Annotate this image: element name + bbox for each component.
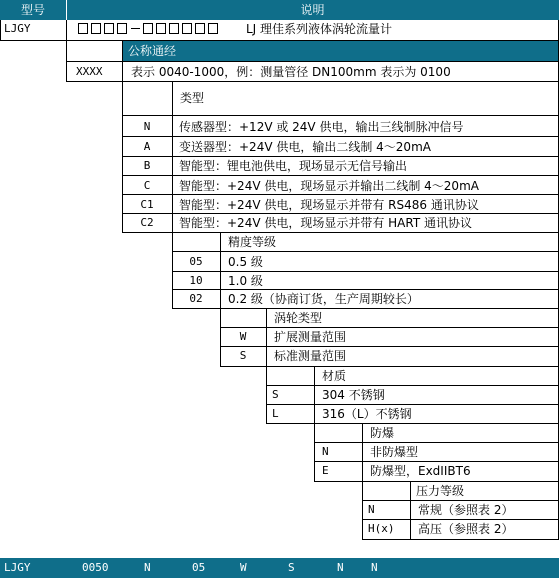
example-code: 05 xyxy=(192,561,206,574)
nominal-diameter-title-bar xyxy=(123,41,559,61)
header-description: 说明 xyxy=(300,3,325,17)
accuracy-description: 0.2 级（协商订货，生产周期较长） xyxy=(228,292,419,306)
header-model: 型号 xyxy=(20,3,45,17)
nominal-diameter-title: 公称通经 xyxy=(128,44,177,58)
accuracy-code: 10 xyxy=(189,274,203,287)
model-code: LJGY xyxy=(4,22,31,35)
material-description: 304 不锈钢 xyxy=(322,388,385,402)
accuracy-code: 05 xyxy=(189,255,203,268)
turbine-description: 标准测量范围 xyxy=(274,349,347,363)
example-code: N xyxy=(144,561,151,574)
explosion-code: N xyxy=(322,445,329,458)
turbine-description: 扩展测量范围 xyxy=(274,330,347,344)
pressure-code: N xyxy=(368,503,375,516)
type-description: 传感器型：+12V 或 24V 供电，输出三线制脉冲信号 xyxy=(179,120,464,134)
accuracy-code: 02 xyxy=(189,292,203,305)
example-code: S xyxy=(288,561,295,574)
type-title: 类型 xyxy=(180,91,205,105)
type-code: N xyxy=(143,120,151,133)
type-description: 智能型：+24V 供电，现场显示并输出二线制 4～20mA xyxy=(179,179,479,193)
type-code: C xyxy=(143,179,151,192)
nominal-diameter-code: XXXX xyxy=(76,65,103,78)
type-code: C2 xyxy=(140,216,154,229)
accuracy-title: 精度等级 xyxy=(228,235,277,249)
pressure-title: 压力等级 xyxy=(416,484,465,498)
example-code: N xyxy=(337,561,344,574)
example-code: N xyxy=(371,561,378,574)
turbine-code: W xyxy=(239,330,247,343)
explosion-code: E xyxy=(322,464,329,477)
material-code: S xyxy=(272,388,279,401)
pressure-code: H(x) xyxy=(368,522,395,535)
turbine-code: S xyxy=(239,349,247,362)
type-description: 智能型：+24V 供电，现场显示并带有 HART 通讯协议 xyxy=(179,216,473,230)
type-description: 变送器型：+24V 供电，输出二线制 4～20mA xyxy=(179,140,431,154)
model-code-template xyxy=(78,21,221,37)
material-description: 316（L）不锈钢 xyxy=(322,407,412,421)
accuracy-description: 0.5 级 xyxy=(228,255,263,269)
turbine-title: 涡轮类型 xyxy=(274,311,323,325)
nominal-diameter-description: 表示 0040-1000，例：测量管径 DN100mm 表示为 0100 xyxy=(131,65,451,79)
pressure-description: 高压（参照表 2） xyxy=(418,522,514,536)
material-code: L xyxy=(272,407,279,420)
explosion-title: 防爆 xyxy=(370,426,395,440)
example-code: LJGY xyxy=(4,561,31,574)
type-description: 智能型：锂电池供电，现场显示无信号输出 xyxy=(179,159,408,173)
accuracy-description: 1.0 级 xyxy=(228,274,263,288)
type-code: A xyxy=(143,140,151,153)
example-code: W xyxy=(240,561,247,574)
pressure-description: 常规（参照表 2） xyxy=(418,503,514,517)
material-title: 材质 xyxy=(322,369,347,383)
example-code: 0050 xyxy=(82,561,109,574)
type-description: 智能型：+24V 供电，现场显示并带有 RS486 通讯协议 xyxy=(179,198,479,212)
explosion-description: 非防爆型 xyxy=(370,445,419,459)
model-description: LJ 理佳系列液体涡轮流量计 xyxy=(246,22,393,36)
type-code: B xyxy=(143,159,151,172)
type-code: C1 xyxy=(140,198,154,211)
explosion-description: 防爆型，ExdIIBT6 xyxy=(370,464,471,478)
